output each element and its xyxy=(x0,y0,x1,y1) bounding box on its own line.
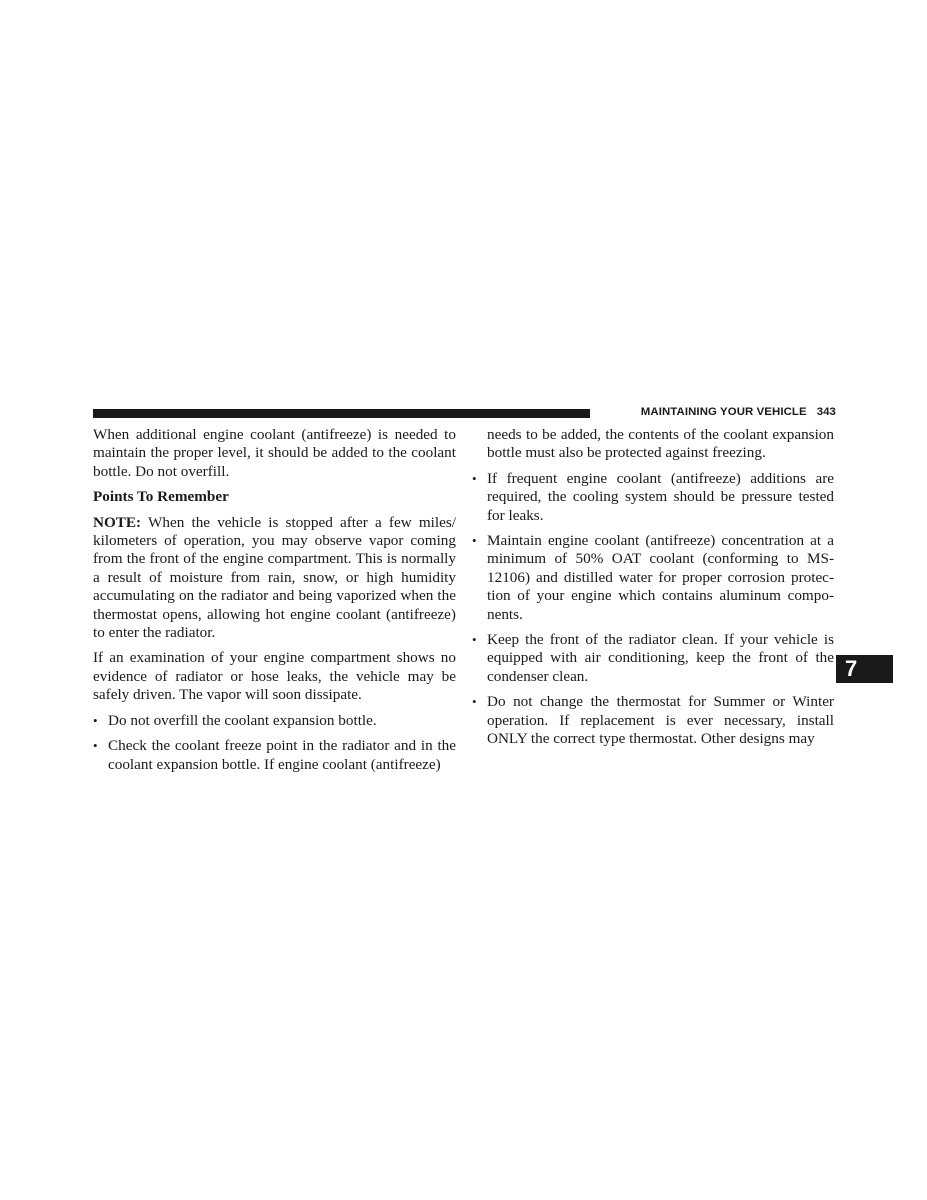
list-item xyxy=(472,631,834,686)
list-item xyxy=(472,693,834,748)
right-column xyxy=(472,426,834,756)
bullet-icon: • xyxy=(472,533,477,549)
list-item xyxy=(472,470,834,525)
list-item-text: Keep the front of the radiator clean. If your vehicle is equipped with air conditioning, keep the front of the condenser clean. xyxy=(487,631,834,685)
section-heading: Points To Remember xyxy=(93,488,229,506)
bullet-list xyxy=(472,470,834,749)
bullet-list xyxy=(93,712,456,774)
running-head xyxy=(600,406,836,418)
list-item-text: Do not overfill the coolant expansion bottle. xyxy=(108,711,377,729)
bullet-icon: • xyxy=(93,712,98,728)
left-column xyxy=(93,426,456,781)
header-rule xyxy=(93,409,590,418)
vapor-paragraph: If an examination of your engine compartment shows no evidence of radiator or hose leaks, the vehicle may be safely driven. The vapor will soon dissipate. xyxy=(93,649,456,704)
bullet-icon: • xyxy=(93,738,98,754)
list-item-text: If frequent engine coolant (antifreeze) additions are required, the cooling system should be pressure tested for leaks. xyxy=(487,469,834,524)
note-label: NOTE: xyxy=(93,513,142,531)
bullet-icon: • xyxy=(472,694,477,710)
bullet-icon: • xyxy=(472,470,477,486)
list-item-text: Do not change the thermostat for Summer or Winter operation. If replacement is ever necessary, install ONLY the correct type thermostat. Other designs may xyxy=(487,693,834,748)
page-number: 343 xyxy=(816,406,836,418)
list-item-text: Check the coolant freeze point in the radiator and in the coolant expansion bottle. If engine coolant (antifreeze) xyxy=(108,737,456,773)
bullet-icon: • xyxy=(472,632,477,648)
section-title: MAINTAINING YOUR VEHICLE xyxy=(640,406,807,418)
continued-text: needs to be added, the contents of the coolant expansion bottle must also be protected against freezing. xyxy=(487,426,834,462)
intro-paragraph: When additional engine coolant (antifreeze) is needed to maintain the proper level, it should be added to the coolant bottle. Do not overfill. xyxy=(93,426,456,480)
list-item xyxy=(472,532,834,624)
list-item xyxy=(93,712,456,730)
chapter-tab: 7 xyxy=(836,655,893,683)
note-text: When the vehicle is stopped after a few miles/ kilometers of operation, you may observe vapor coming from the front of the engine compartment. This is normally a result of moisture from rain, snow, or high humidity accumulating on the radiator and being vaporized when the thermostat opens, allowing hot engine coolant (antifreeze) to enter the radiator. xyxy=(93,513,456,642)
list-item-text: Maintain engine coolant (antifreeze) concentration at a minimum of 50% OAT coolant (conforming to MS-12106) and distilled water for proper corrosion protection of your engine which contains aluminum components. xyxy=(487,532,834,623)
list-item xyxy=(93,737,456,774)
note-paragraph xyxy=(93,514,456,643)
